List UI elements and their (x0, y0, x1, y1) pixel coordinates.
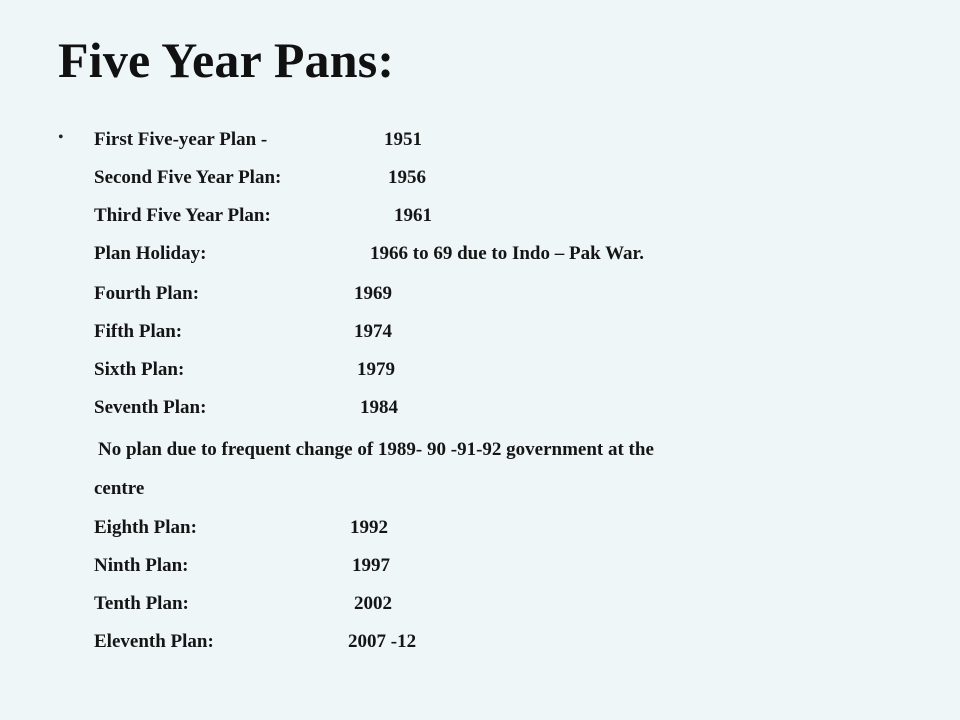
plan-year: 2002 (354, 593, 392, 614)
plan-year: 1966 to 69 due to Indo – Pak War. (370, 243, 644, 264)
plan-year: 1951 (384, 129, 422, 150)
plan-year: 2007 -12 (348, 631, 417, 652)
plan-label: Plan Holiday: (94, 243, 207, 264)
plan-year: 1974 (354, 321, 392, 342)
plan-label: First Five-year Plan - (94, 129, 268, 150)
plan-year: 1997 (352, 555, 390, 576)
plan-label: Tenth Plan: (94, 593, 189, 614)
plan-label: Ninth Plan: (94, 555, 189, 576)
plan-label: Second Five Year Plan: (94, 167, 282, 188)
plan-label: Fourth Plan: (94, 283, 200, 304)
plan-year: 1992 (350, 517, 388, 538)
plan-label: Eleventh Plan: (94, 631, 214, 652)
plan-label: Sixth Plan: (94, 359, 185, 380)
plan-year: 1984 (360, 397, 398, 418)
no-plan-note-line: No plan due to frequent change of 1989- 90 -91-92 government at the (98, 439, 654, 460)
bullet-marker: • (58, 129, 64, 146)
plan-year: 1979 (357, 359, 395, 380)
slide-title: Five Year Pans: (58, 32, 395, 88)
no-plan-note-line: centre (94, 478, 145, 499)
plan-label: Third Five Year Plan: (94, 205, 271, 226)
plan-year: 1969 (354, 283, 392, 304)
plan-year: 1961 (394, 205, 432, 226)
no-plan-note (94, 438, 894, 501)
plan-label: Seventh Plan: (94, 397, 207, 418)
plan-label: Eighth Plan: (94, 517, 197, 538)
plan-label: Fifth Plan: (94, 321, 183, 342)
plan-year: 1956 (388, 167, 426, 188)
